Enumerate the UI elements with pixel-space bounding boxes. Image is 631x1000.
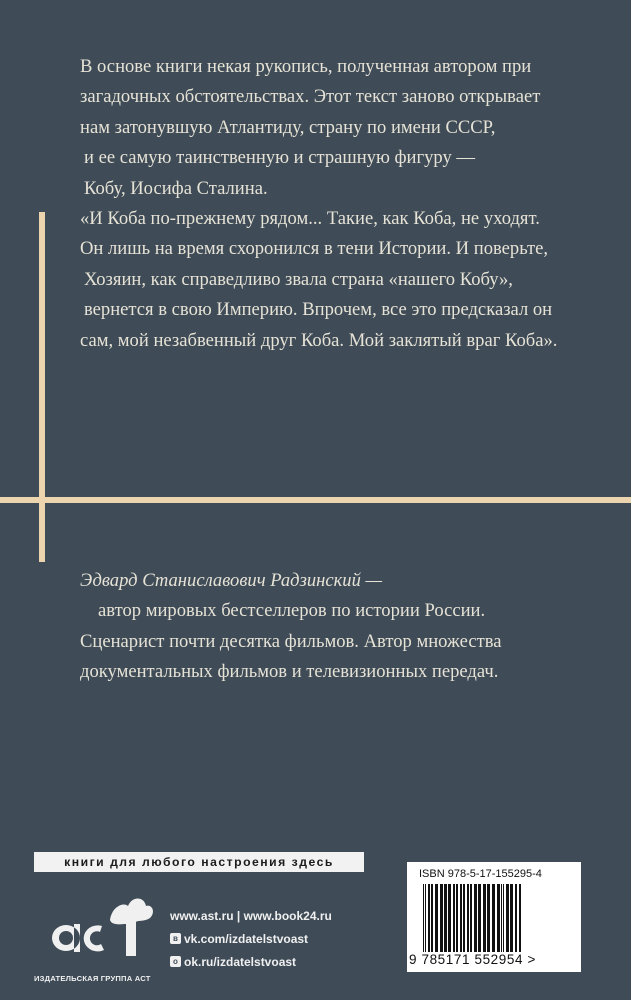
websites-text: www.ast.ru | www.book24.ru <box>170 908 332 923</box>
blurb-line: нам затонувшую Атлантиду, страну по имени СССР, <box>80 116 496 138</box>
barcode-digits: 9 785171 552954 > <box>409 952 536 967</box>
blurb-line: Хозяин, как справедливо звала страна «нашего Кобу», <box>84 268 513 290</box>
author-name: Эдвард Станиславович Радзинский — <box>80 570 383 591</box>
blurb-line: сам, мой незабвенный друг Коба. Мой заклятый враг Коба». <box>80 329 558 351</box>
vertical-accent-line <box>39 212 45 562</box>
isbn-barcode-box <box>407 862 581 972</box>
horizontal-accent-line <box>0 497 631 503</box>
author-bio-line: автор мировых бестселлеров по истории России. <box>98 600 486 622</box>
vk-link[interactable] <box>170 927 385 950</box>
isbn-label: ISBN 978-5-17-155295-4 <box>419 868 542 880</box>
author-bio <box>80 566 600 688</box>
blurb-line: Он лишь на время схоронился в тени Истории. И поверьте, <box>80 238 549 260</box>
logo-caption: ИЗДАТЕЛЬСКАЯ ГРУППА АСТ <box>34 974 151 983</box>
blurb-line: В основе книги некая рукопись, полученная автором при <box>80 56 532 77</box>
author-bio-line: Сценарист почти десятка фильмов. Автор множества <box>80 630 502 652</box>
blurb-line: Кобу, Иосифа Сталина. <box>84 177 268 199</box>
author-bio-line: документальных фильмов и телевизионных передач. <box>80 661 499 683</box>
blurb-line: вернется в свою Империю. Впрочем, все это предсказал он <box>84 299 553 321</box>
blurb-line: «И Коба по-прежнему рядом... Такие, как Коба, не уходят. <box>80 208 540 230</box>
ok-text: ok.ru/izdatelstvoast <box>184 954 297 969</box>
publisher-slogan: книги для любого настроения здесь <box>34 852 364 872</box>
vk-text: vk.com/izdatelstvoast <box>184 931 309 946</box>
book-blurb <box>80 52 600 356</box>
barcode <box>421 884 571 952</box>
blurb-line: и ее самую таинственную и страшную фигуру — <box>84 147 476 169</box>
blurb-line: загадочных обстоятельствах. Этот текст заново открывает <box>80 86 541 108</box>
ok-link[interactable] <box>170 950 385 973</box>
vk-icon: в <box>170 933 181 944</box>
ast-logo <box>40 880 162 970</box>
publisher-links <box>170 904 385 973</box>
odnoklassniki-icon: о <box>170 956 181 967</box>
websites-link[interactable] <box>170 904 385 927</box>
